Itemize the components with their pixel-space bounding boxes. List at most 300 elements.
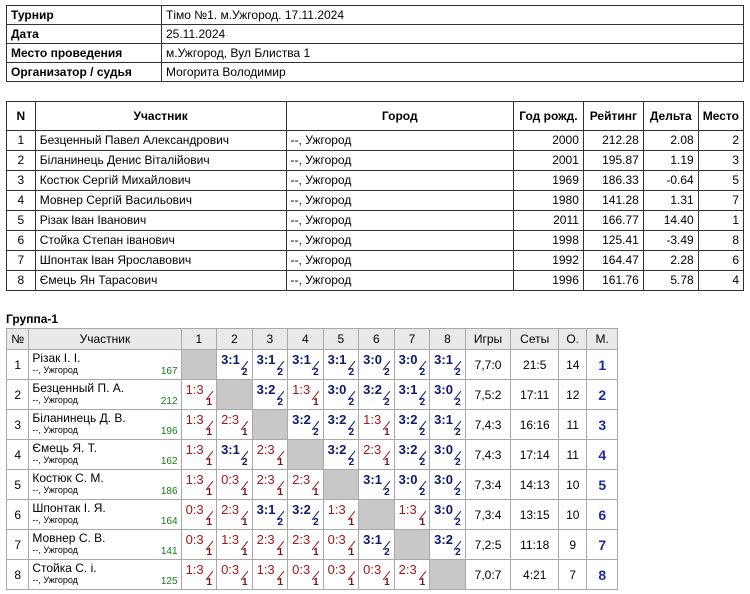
group-sets: 14:13 [511,470,559,500]
match-result [359,560,394,589]
match-score: 0:3 [185,502,204,517]
match-result [253,350,288,379]
match-score: 3:2 [292,412,311,427]
participants-column-header: Рейтинг [583,102,643,131]
match-score: 3:1 [363,532,382,547]
match-score: 1:3 [185,562,204,577]
group-place: 2 [587,380,618,410]
match-result-cell [252,350,288,380]
match-result-cell [252,530,288,560]
match-result [253,470,288,499]
match-score: 1:3 [292,382,311,397]
group-place: 8 [587,560,618,590]
participant-city: --, Ужгород [286,151,513,171]
match-result [182,530,217,559]
match-points: 1 [206,487,213,498]
participant-city: --, Ужгород [286,271,513,291]
participant-year: 2000 [513,131,583,151]
match-score: 2:3 [256,472,275,487]
match-result [359,410,394,439]
match-result [217,470,252,499]
group-player-cell [29,470,181,500]
participants-column-header: Участник [35,102,286,131]
info-label: Дата [7,25,162,44]
match-result [395,410,430,439]
match-result [324,410,359,439]
participants-column-header: Место [698,102,743,131]
match-score: 3:0 [434,442,453,457]
match-score: 3:1 [327,352,347,367]
group-player-name: Стойка С. і. [32,561,97,575]
participant-rating: 125.41 [583,231,643,251]
group-diagonal-cell [252,410,288,440]
group-player-name: Біланинець Д. В. [32,411,126,425]
group-place: 3 [587,410,618,440]
participant-delta: 14.40 [643,211,698,231]
match-score: 3:1 [221,442,240,457]
info-row-tournament [7,6,744,25]
group-player-rating: 186 [160,486,178,497]
participants-table [6,101,744,291]
group-sets: 4:21 [511,560,559,590]
match-score: 3:1 [221,352,240,367]
info-row-organizer [7,63,744,82]
match-result [430,440,465,469]
match-score: 3:0 [434,382,453,397]
match-points: 2 [419,457,426,468]
group-player-city: --, Ужгород [32,365,78,375]
match-result-cell [394,350,430,380]
group-row-number: 5 [7,470,29,500]
participant-delta: 1.31 [643,191,698,211]
participant-place: 8 [698,231,743,251]
match-points: 2 [419,427,426,438]
group-row [7,560,618,590]
match-result-cell [252,560,288,590]
participant-year: 1969 [513,171,583,191]
participant-rating: 164.47 [583,251,643,271]
match-result [359,380,394,409]
group-diagonal-cell [217,380,253,410]
participant-city: --, Ужгород [286,251,513,271]
info-value: 25.11.2024 [162,25,744,44]
participant-row [7,211,744,231]
match-result [288,410,323,439]
match-result [395,560,430,589]
participant-n: 1 [7,131,36,151]
match-result-cell [430,440,466,470]
group-player-name: Безценный П. А. [32,381,125,395]
group-column-header: Сеты [511,329,559,350]
match-points: 2 [455,547,461,558]
match-score: 3:2 [256,382,276,397]
group-column-header: 1 [181,329,217,350]
group-column-header: № [7,329,29,350]
match-score: 3:2 [434,532,453,547]
match-points: 2 [313,367,319,378]
group-row [7,530,618,560]
group-player-cell [29,350,181,380]
group-row-number: 6 [7,500,29,530]
match-points: 1 [206,517,213,528]
participant-place: 2 [698,131,743,151]
match-score: 3:2 [398,412,418,427]
match-result-cell [252,440,288,470]
match-score: 3:1 [292,352,311,367]
match-result [253,500,288,529]
match-points: 2 [277,367,284,378]
match-result [217,350,252,379]
match-result-cell [430,470,466,500]
participant-rating: 161.76 [583,271,643,291]
participant-delta: -3.49 [643,231,698,251]
match-result-cell [359,560,395,590]
match-points: 1 [242,427,248,438]
info-value: м.Ужгород, Вул Блиства 1 [162,44,744,63]
group-column-header: 2 [217,329,253,350]
group-sets: 17:11 [511,380,559,410]
match-result-cell [288,500,324,530]
group-row [7,350,618,380]
match-result [253,530,288,559]
group-points: 10 [559,470,587,500]
group-player-cell [29,410,181,440]
match-result-cell [323,410,359,440]
match-score: 2:3 [363,442,382,457]
participant-n: 6 [7,231,36,251]
match-result-cell [181,410,217,440]
participant-place: 6 [698,251,743,271]
match-score: 2:3 [292,532,311,547]
group-sets: 21:5 [511,350,559,380]
match-points: 1 [206,547,213,558]
participant-name: Ємець Ян Тарасович [35,271,286,291]
participant-city: --, Ужгород [286,131,513,151]
match-result [182,410,217,439]
group-column-header: 3 [252,329,288,350]
match-points: 1 [348,517,355,528]
participant-n: 7 [7,251,36,271]
participants-header-row [7,102,744,131]
match-result-cell [359,350,395,380]
info-row-venue [7,44,744,63]
group-player-name: Шпонтак І. Я. [32,501,106,515]
participant-n: 3 [7,171,36,191]
participant-city: --, Ужгород [286,211,513,231]
group-column-header: Игры [465,329,511,350]
match-points: 1 [277,457,284,468]
match-points: 2 [277,397,284,408]
match-points: 2 [419,367,426,378]
participant-year: 2001 [513,151,583,171]
match-points: 2 [348,367,355,378]
match-points: 2 [419,397,426,408]
participant-city: --, Ужгород [286,231,513,251]
participant-year: 1996 [513,271,583,291]
match-points: 2 [313,517,319,528]
match-result-cell [288,380,324,410]
group-sets: 13:15 [511,500,559,530]
group-row [7,380,618,410]
match-result [359,350,394,379]
match-points: 1 [384,457,390,468]
match-points: 1 [206,457,213,468]
match-result-cell [359,470,395,500]
group-title: Группа-1 [6,312,59,326]
info-row-date [7,25,744,44]
group-games: 7,4:3 [465,440,511,470]
match-points: 1 [313,487,319,498]
match-result [430,470,465,499]
match-result [395,470,430,499]
match-points: 1 [277,487,284,498]
match-result-cell [181,470,217,500]
participant-name: Різак Іван Іванович [35,211,286,231]
group-place: 1 [587,350,618,380]
group-player-cell [29,560,181,590]
match-result [182,440,217,469]
participant-rating: 141.28 [583,191,643,211]
group-player-rating: 164 [160,516,178,527]
participant-row [7,151,744,171]
match-points: 2 [348,397,355,408]
match-points: 1 [419,517,426,528]
match-score: 1:3 [327,502,346,517]
match-result [288,530,323,559]
match-result [395,500,430,529]
match-points: 1 [419,577,426,588]
participant-n: 8 [7,271,36,291]
match-score: 3:1 [256,352,276,367]
group-sets: 16:16 [511,410,559,440]
match-result [324,350,359,379]
match-points: 1 [348,547,355,558]
match-result-cell [323,350,359,380]
participants-column-header: N [7,102,36,131]
group-row [7,410,618,440]
participant-n: 5 [7,211,36,231]
match-result-cell [359,410,395,440]
match-points: 1 [277,547,284,558]
match-points: 2 [242,457,248,468]
info-label: Место проведения [7,44,162,63]
match-result-cell [217,470,253,500]
match-result [288,470,323,499]
match-result-cell [217,350,253,380]
match-result-cell [394,560,430,590]
match-result-cell [323,530,359,560]
group-row-number: 2 [7,380,29,410]
group-diagonal-cell [288,440,324,470]
match-score: 0:3 [327,532,346,547]
info-label: Организатор / судья [7,63,162,82]
match-result [324,530,359,559]
participant-row [7,171,744,191]
participant-rating: 212.28 [583,131,643,151]
group-column-header: М. [587,329,618,350]
match-score: 2:3 [398,562,417,577]
match-result-cell [217,440,253,470]
match-result [430,530,465,559]
group-player-rating: 196 [160,426,178,437]
match-result [395,440,430,469]
match-result-cell [217,410,253,440]
group-column-header: 7 [394,329,430,350]
group-player-cell [29,440,181,470]
group-games: 7,2:5 [465,530,511,560]
match-score: 3:2 [327,412,347,427]
participant-row [7,191,744,211]
participant-name: Стойка Степан іванович [35,231,286,251]
info-label: Турнир [7,6,162,25]
match-result-cell [359,380,395,410]
match-score: 3:0 [434,502,453,517]
participant-name: Біланинець Денис Віталійович [35,151,286,171]
match-result-cell [217,500,253,530]
group-diagonal-cell [323,470,359,500]
match-result [217,560,252,589]
match-score: 3:0 [363,352,382,367]
match-result [253,440,288,469]
match-score: 3:0 [434,472,453,487]
match-points: 1 [384,427,390,438]
match-score: 2:3 [221,412,240,427]
match-result [182,380,217,409]
group-diagonal-cell [430,560,466,590]
group-player-city: --, Ужгород [32,485,78,495]
match-result-cell [252,470,288,500]
participant-place: 4 [698,271,743,291]
group-player-cell [29,380,181,410]
match-score: 3:2 [292,502,311,517]
participants-column-header: Дельта [643,102,698,131]
participant-row [7,251,744,271]
group-place: 6 [587,500,618,530]
group-column-header: 4 [288,329,324,350]
match-score: 3:0 [398,352,418,367]
group-player-city: --, Ужгород [32,455,78,465]
match-score: 3:2 [398,442,418,457]
match-result-cell [323,440,359,470]
match-score: 3:0 [398,472,418,487]
participant-place: 1 [698,211,743,231]
participants-column-header: Год рожд. [513,102,583,131]
group-player-name: Ємець Я. Т. [32,441,98,455]
participant-delta: 1.19 [643,151,698,171]
match-points: 2 [384,397,390,408]
match-result [217,440,252,469]
match-points: 1 [384,577,390,588]
match-result-cell [430,530,466,560]
participant-place: 3 [698,151,743,171]
match-score: 3:1 [256,502,276,517]
match-result [430,500,465,529]
participant-n: 4 [7,191,36,211]
match-result [359,440,394,469]
match-score: 3:1 [434,412,453,427]
match-points: 1 [206,397,213,408]
group-sets: 11:18 [511,530,559,560]
participant-city: --, Ужгород [286,191,513,211]
match-result [395,350,430,379]
match-result-cell [359,440,395,470]
group-games: 7,4:3 [465,410,511,440]
group-games: 7,0:7 [465,560,511,590]
group-player-city: --, Ужгород [32,395,78,405]
group-place: 4 [587,440,618,470]
group-player-city: --, Ужгород [32,425,78,435]
participant-name: Мовнер Сергій Васильович [35,191,286,211]
participant-rating: 186.33 [583,171,643,191]
group-row-number: 7 [7,530,29,560]
match-result [324,560,359,589]
group-column-header: О. [559,329,587,350]
match-points: 2 [313,427,319,438]
match-result-cell [430,410,466,440]
match-score: 0:3 [185,532,204,547]
match-result-cell [394,410,430,440]
participant-year: 1992 [513,251,583,271]
match-points: 2 [455,397,461,408]
match-points: 2 [348,457,355,468]
match-score: 3:1 [434,352,453,367]
match-score: 1:3 [185,382,204,397]
match-result [182,500,217,529]
match-score: 3:1 [363,472,382,487]
group-points: 11 [559,410,587,440]
group-points: 11 [559,440,587,470]
match-result-cell [288,410,324,440]
match-score: 1:3 [256,562,275,577]
group-games: 7,5:2 [465,380,511,410]
group-player-name: Мовнер С. В. [32,531,106,545]
match-result [217,530,252,559]
group-row-number: 4 [7,440,29,470]
participant-rating: 195.87 [583,151,643,171]
match-result [324,380,359,409]
match-result-cell [430,350,466,380]
match-points: 2 [242,367,248,378]
match-result [288,560,323,589]
match-result [182,560,217,589]
match-result-cell [252,380,288,410]
group-player-city: --, Ужгород [32,515,78,525]
match-result [217,500,252,529]
match-result-cell [323,560,359,590]
match-result-cell [394,470,430,500]
match-points: 2 [384,487,390,498]
group-place: 5 [587,470,618,500]
match-points: 2 [455,517,461,528]
match-score: 2:3 [256,442,275,457]
match-result [359,530,394,559]
match-result-cell [323,500,359,530]
match-result-cell [181,440,217,470]
match-points: 2 [455,487,461,498]
match-points: 1 [242,577,248,588]
match-points: 2 [455,427,461,438]
match-result-cell [394,380,430,410]
match-result-cell [217,560,253,590]
participant-place: 5 [698,171,743,191]
match-points: 1 [348,577,355,588]
match-result [288,380,323,409]
match-result-cell [252,500,288,530]
match-score: 1:3 [185,472,204,487]
match-result-cell [181,530,217,560]
participant-city: --, Ужгород [286,171,513,191]
participant-name: Шпонтак Іван Ярославович [35,251,286,271]
